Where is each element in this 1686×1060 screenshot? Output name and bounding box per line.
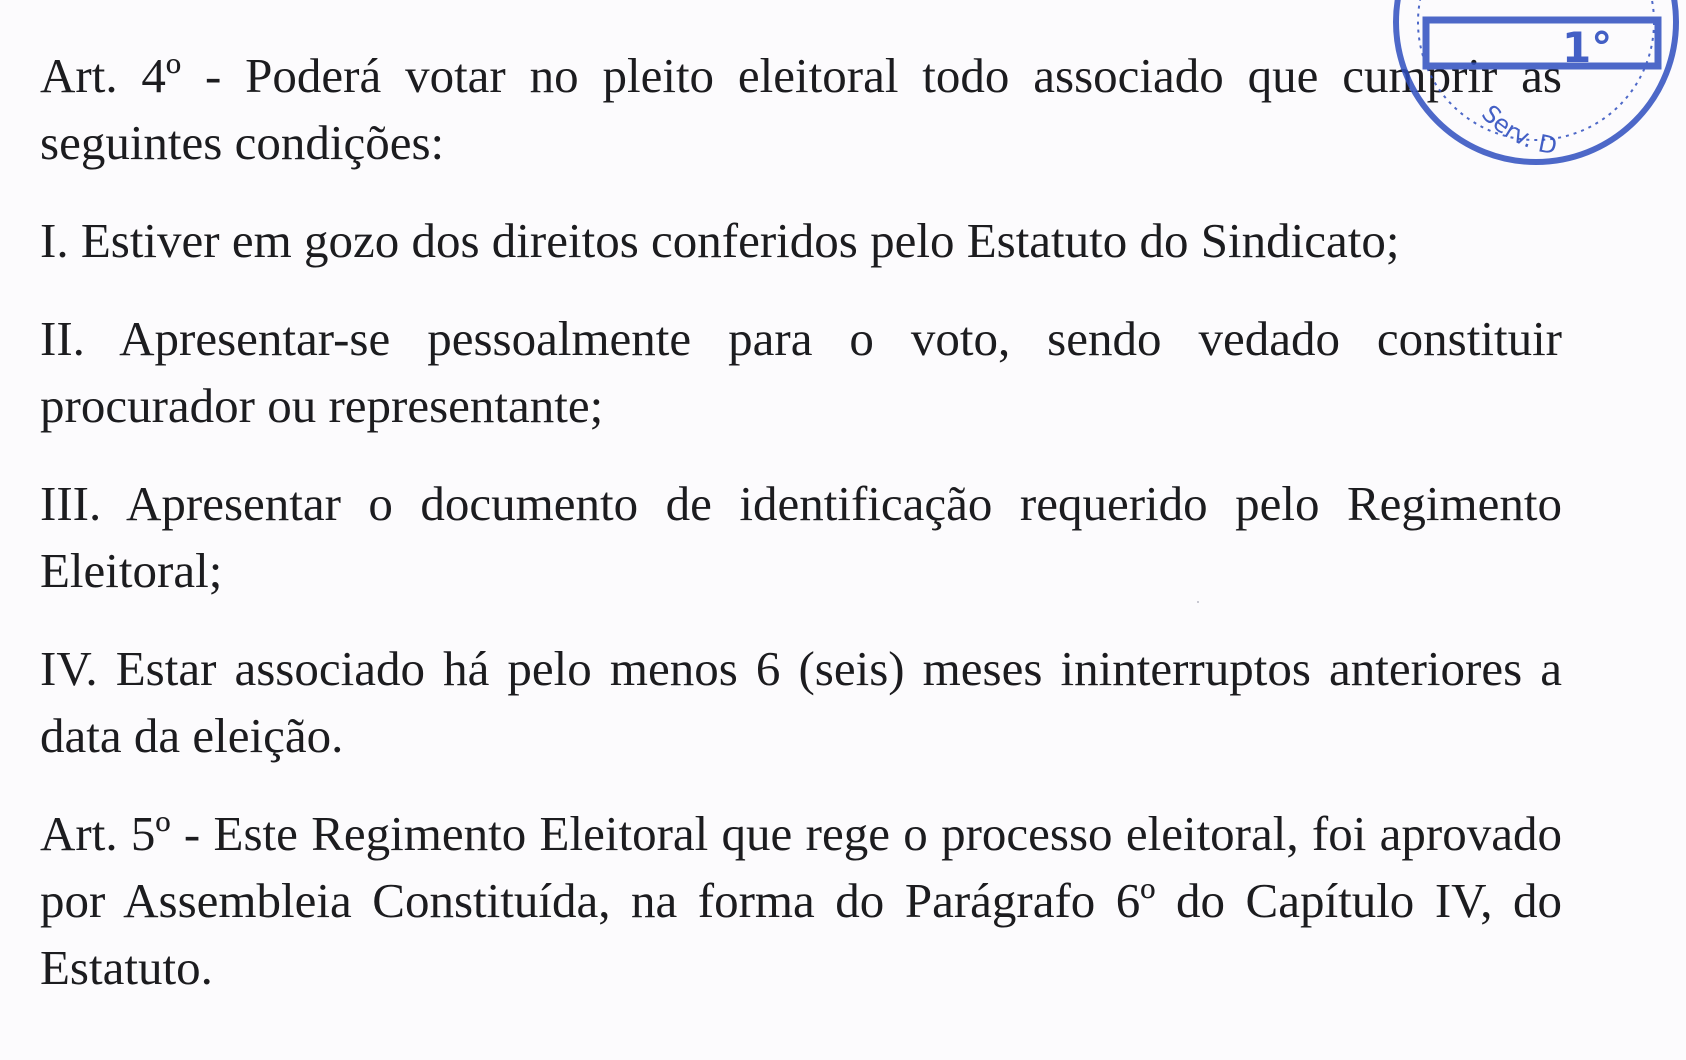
article-4-paragraph: Art. 4º - Poderá votar no pleito eleitoral todo associado que cumprir as seguintes condições: — [40, 48, 1562, 170]
condition-iii-paragraph: III. Apresentar o documento de identificação requerido pelo Regimento Eleitoral; — [40, 476, 1562, 598]
registry-stamp — [1386, 0, 1686, 172]
condition-ii-paragraph: II. Apresentar-se pessoalmente para o voto, sendo vedado constituir procurador ou representante; — [40, 311, 1562, 433]
condition-i-paragraph: I. Estiver em gozo dos direitos conferidos pelo Estatuto do Sindicato; — [40, 213, 1400, 268]
stamp-arc-text: Serv. D — [1476, 99, 1560, 161]
article-5-paragraph: Art. 5º - Este Regimento Eleitoral que rege o processo eleitoral, foi aprovado por Assembleia Constituída, na forma do Parágrafo 6º do Capítulo IV, do Estatuto. — [40, 806, 1562, 995]
paper-speck — [1197, 601, 1199, 603]
stamp-number: 1° — [1562, 23, 1613, 72]
document-body — [40, 42, 1562, 1032]
condition-iv-paragraph: IV. Estar associado há pelo menos 6 (seis) meses ininterruptos anteriores a data da eleição. — [40, 641, 1562, 763]
